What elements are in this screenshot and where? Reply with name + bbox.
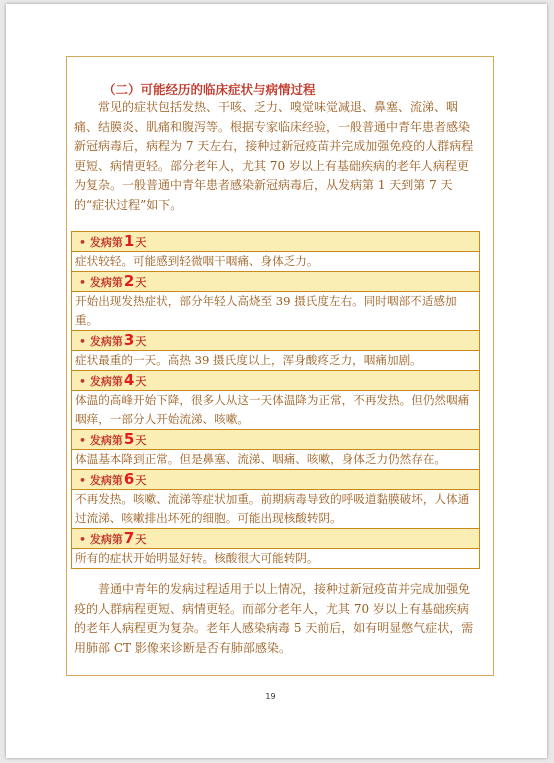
day-prefix: • 发病第 [79, 434, 123, 447]
symptom-timeline-table [71, 231, 480, 569]
day-prefix: • 发病第 [79, 375, 123, 388]
day-suffix: 天 [135, 434, 147, 447]
page-number: 19 [265, 692, 276, 701]
day-header [72, 371, 479, 391]
day-row-3 [72, 331, 479, 371]
day-header [72, 331, 479, 351]
day-suffix: 天 [135, 236, 147, 249]
day-header [72, 470, 479, 490]
day-description: 体温的高峰开始下降，很多人从这一天体温降为正常，不再发热。但仍然咽痛咽痒，一部分人开始流涕、咳嗽。 [72, 391, 479, 430]
day-description: 症状最重的一天。高热 39 摄氏度以上，浑身酸疼乏力，咽痛加剧。 [72, 351, 479, 371]
day-prefix: • 发病第 [79, 533, 123, 546]
day-number: 3 [123, 331, 135, 349]
day-description: 开始出现发热症状，部分年轻人高烧至 39 摄氏度左右。同时咽部不适感加重。 [72, 292, 479, 331]
day-header [72, 430, 479, 450]
day-prefix: • 发病第 [79, 276, 123, 289]
day-description: 不再发热。咳嗽、流涕等症状加重。前期病毒导致的呼吸道黏膜破坏，人体通过流涕、咳嗽排出坏死的细胞。可能出现核酸转阴。 [72, 490, 479, 529]
day-header [72, 529, 479, 549]
day-suffix: 天 [135, 533, 147, 546]
day-suffix: 天 [135, 276, 147, 289]
day-header [72, 272, 479, 292]
day-description: 所有的症状开始明显好转。核酸很大可能转阴。 [75, 551, 319, 565]
intro-paragraph: 常见的症状包括发热、干咳、乏力、嗅觉味觉减退、鼻塞、流涕、咽痛、结膜炎、肌痛和腹泻等。根据专家临床经验，一般普通中青年患者感染新冠病毒后，病程为 7 天左右，接种过新冠疫苗并完成加强免疫的人群病程更短、病情更轻。部分老年人，尤其 70 岁以上有基础疾病的老年人病程更为复杂。一般普通中青年患者感染新冠病毒后，从发病第 1 天到第 7 天的“症状过程”如下。 [74, 100, 474, 212]
day-number: 4 [123, 371, 135, 389]
day-row-6 [72, 470, 479, 529]
day-suffix: 天 [135, 335, 147, 348]
day-row-7 [72, 529, 479, 568]
day-number: 1 [123, 232, 135, 250]
day-prefix: • 发病第 [79, 335, 123, 348]
day-row-4 [72, 371, 479, 430]
day-row-1 [72, 232, 479, 272]
day-prefix: • 发病第 [79, 236, 123, 249]
closing-paragraph: 普通中青年的发病过程适用于以上情况，接种过新冠疫苗并完成加强免疫的人群病程更短、病情更轻。而部分老年人，尤其 70 岁以上有基础疾病的老年人病程更为复杂。老年人感染病毒 5 天前后，如有明显憋气症状，需用肺部 CT 影像来诊断是否有肺部感染。 [74, 582, 474, 655]
day-number: 7 [123, 529, 135, 547]
day-number: 5 [123, 430, 135, 448]
day-number: 6 [123, 470, 135, 488]
day-number: 2 [123, 272, 135, 290]
day-description: 症状较轻。可能感到轻微咽干咽痛、身体乏力。 [72, 252, 479, 272]
day-header [72, 232, 479, 252]
day-row-5 [72, 430, 479, 470]
day-description: 体温基本降到正常。但是鼻塞、流涕、咽痛、咳嗽，身体乏力仍然存在。 [72, 450, 479, 470]
day-suffix: 天 [135, 474, 147, 487]
day-row-2 [72, 272, 479, 331]
day-prefix: • 发病第 [79, 474, 123, 487]
section-title: （二）可能经历的临床症状与病情过程 [103, 82, 316, 97]
day-suffix: 天 [135, 375, 147, 388]
